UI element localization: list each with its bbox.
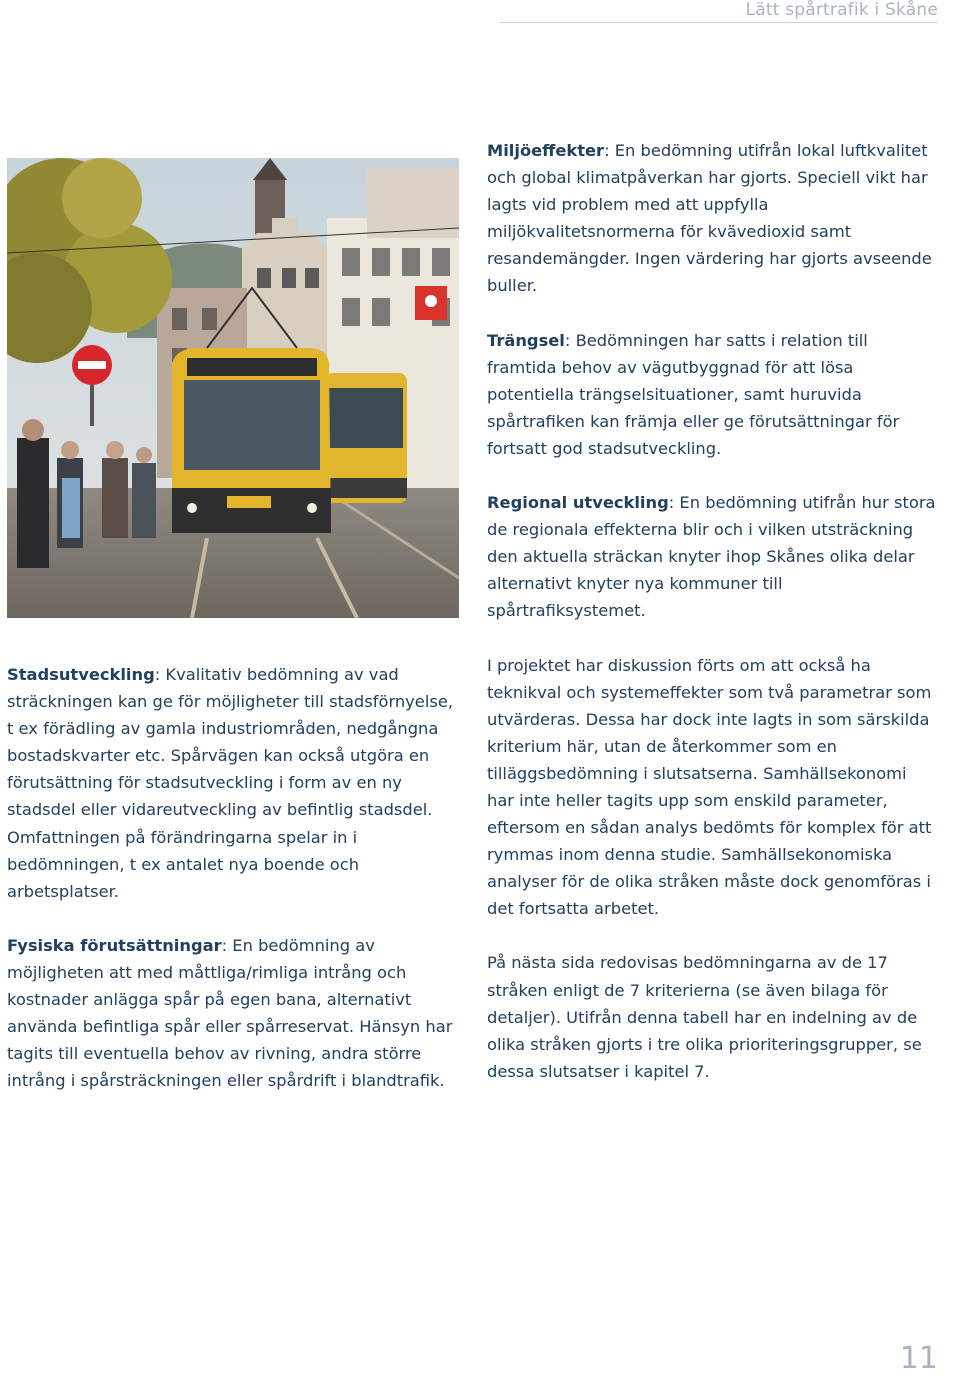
heading-miljoeffekter: Miljöeffekter (487, 141, 605, 160)
body-fysiska-forutsattningar: : En bedömning av möjligheten att med måttliga/rimliga intrång och kostnader anlägga spår på egen bana, alternativt använda befintliga spår eller spårreservat. Hänsyn har tagits till eventuella behov av rivning, andra större intrång i spårsträckningen eller spårdrift i blandtrafik. (7, 935, 453, 1091)
page-number: 11 (899, 1341, 938, 1376)
tram-street-photo (7, 158, 459, 618)
heading-trangsel: Trängsel (487, 330, 565, 350)
paragraph-regional-utveckling (487, 489, 937, 624)
running-header: Lätt spårtrafik i Skåne (745, 0, 938, 20)
heading-regional-utveckling: Regional utveckling (487, 493, 669, 513)
body-projektet: I projektet har diskussion förts om att också ha teknikval och systemeffekter som två parametrar som utvärderas. Dessa har dock inte lagts in som särskilda kriterium här, utan de återkommer som en tilläggsbedömning i slutsatserna. Samhällsekonomi har inte heller tagits upp som enskild parameter, eftersom en sådan analys bedömts för komplex för att rymmas inom denna studie. Samhällsekonomiska analyser för de olika stråken måste dock genomföras i det fortsatta arbetet. (487, 655, 932, 919)
body-stadsutveckling: : Kvalitativ bedömning av vad sträckningen kan ge för möjligheter till stadsförnyelse, t ex förädling av gamla industriområden, nedgångna bostadskvarter etc. Spårvägen kan också utgöra en förutsättning för stadsutveckling i form av en ny stadsdel eller vidareutveckling av befintlig stadsdel. Omfattningen på förändringarna spelar in i bedömningen, t ex antalet nya boende och arbetsplatser. (7, 665, 454, 901)
paragraph-nasta-sida (487, 949, 937, 1084)
heading-stadsutveckling: Stadsutveckling (7, 665, 155, 684)
body-regional-utveckling: : En bedömning utifrån hur stora de regionala effekterna blir och i vilken utsträckning den aktuella sträckan knyter ihop Skånes olika delar alternativt knyter nya kommuner till spårtrafiksystemet. (487, 493, 936, 621)
paragraph-trangsel (487, 327, 937, 462)
paragraph-miljoeffekter (487, 137, 937, 300)
header-rule (500, 22, 938, 23)
paragraph-projektet (487, 652, 937, 923)
paragraph-stadsutveckling (7, 661, 459, 905)
body-nasta-sida: På nästa sida redovisas bedömningarna av de 17 stråken enligt de 7 kriterierna (se även bilaga för detaljer). Utifrån denna tabell har en indelning av de olika stråken gjorts i tre olika prioriteringsgrupper, se dessa slutsatser i kapitel 7. (487, 953, 922, 1081)
paragraph-fysiska-forutsattningar (7, 932, 459, 1095)
body-miljoeffekter: : En bedömning utifrån lokal luftkvalitet och global klimatpåverkan har gjorts. Speciell vikt har lagts vid problem med att uppfylla miljökvalitetsnormerna för kvävedioxid samt resandemängder. Ingen värdering har gjorts avseende buller. (487, 141, 932, 296)
left-column (7, 661, 459, 1121)
right-column (487, 137, 937, 1112)
heading-fysiska-forutsattningar: Fysiska förutsättningar (7, 935, 222, 955)
body-trangsel: : Bedömningen har satts i relation till framtida behov av vägutbyggnad för att lösa potentiella trängselsituationer, samt huruvida spårtrafiken kan främja eller ge förutsättningar för fortsatt god stadsutveckling. (487, 330, 900, 458)
